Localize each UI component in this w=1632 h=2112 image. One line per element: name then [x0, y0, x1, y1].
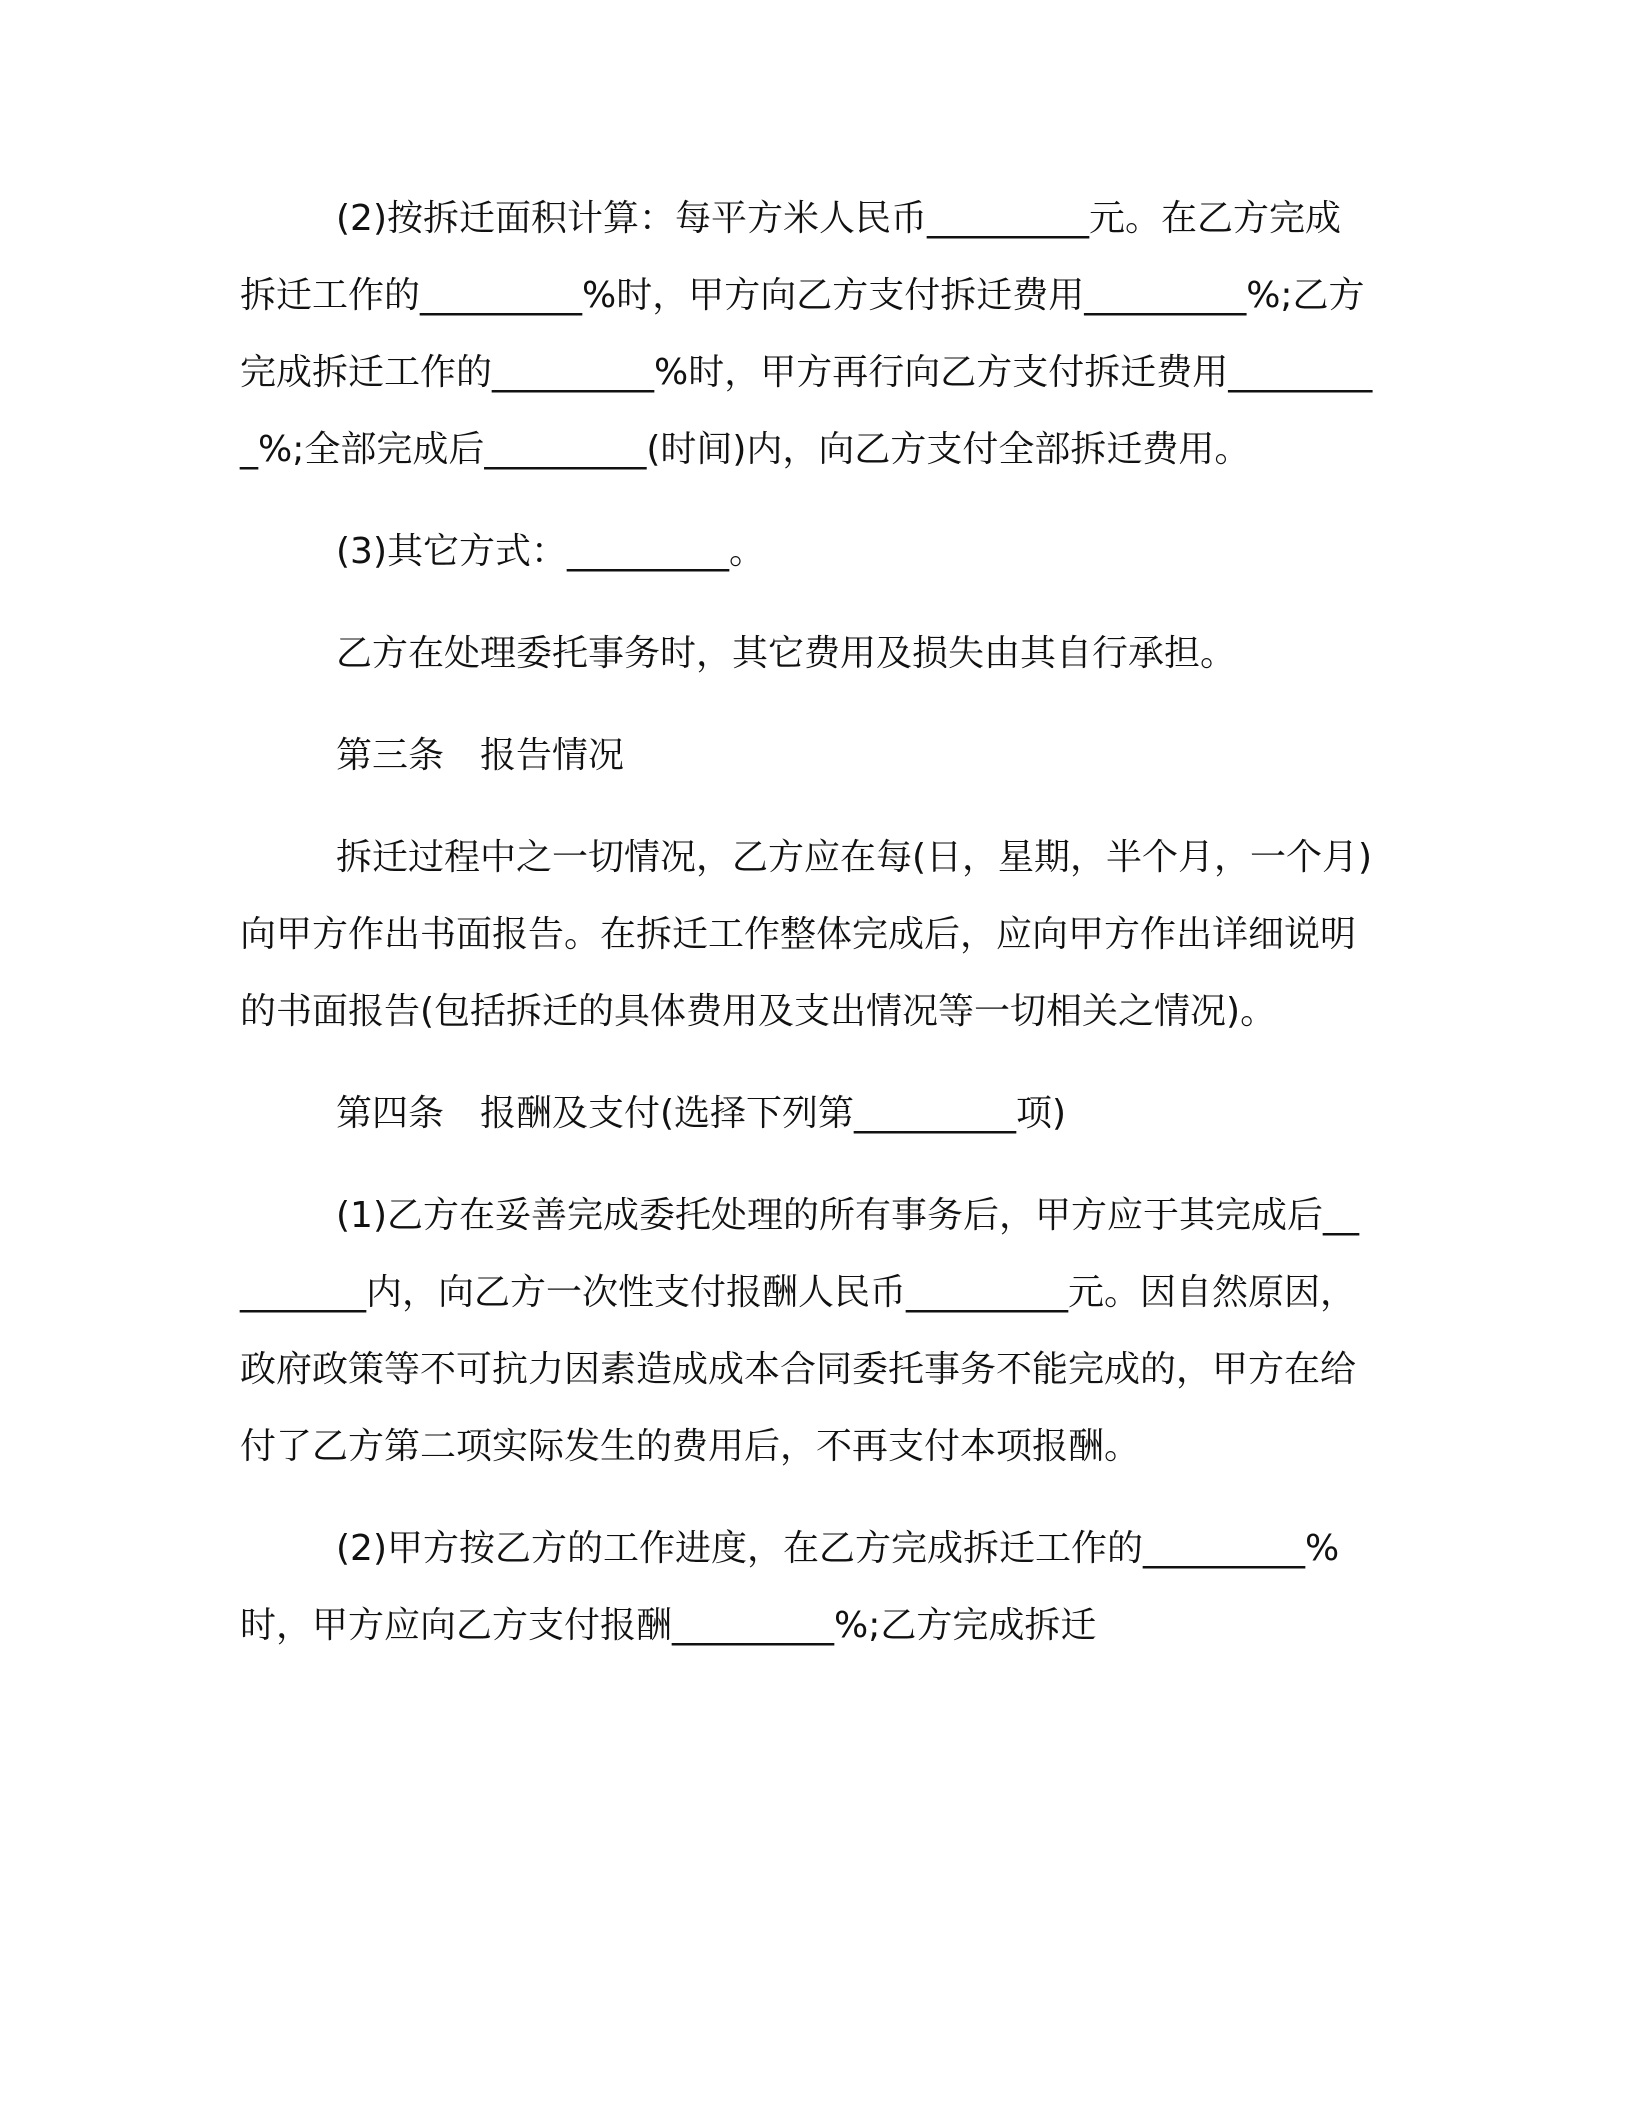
paragraph-reporting: 拆迁过程中之一切情况，乙方应在每(日，星期，半个月，一个月)向甲方作出书面报告。在拆迁工作整体完成后，应向甲方作出详细说明的书面报告(包括拆迁的具体费用及支出情况等一切相关之情况)。: [240, 837, 1373, 1032]
paragraph-other-costs: 乙方在处理委托事务时，其它费用及损失由其自行承担。: [336, 633, 1237, 674]
paragraph-other-methods: (3)其它方式：_________。: [336, 531, 765, 572]
paragraph-lump-sum-remuneration: (1)乙方在妥善完成委托处理的所有事务后，甲方应于其完成后_________内，向乙方一次性支付报酬人民币_________元。因自然原因，政府政策等不可抗力因素造成成本合同委托事务不能完成的，甲方在给付了乙方第二项实际发生的费用后，不再支付本项报酬。: [240, 1195, 1359, 1467]
article-three-heading: 第三条 报告情况: [336, 735, 625, 776]
paragraph-demolition-area-payment: (2)按拆迁面积计算：每平方米人民币_________元。在乙方完成拆迁工作的_________%时，甲方向乙方支付拆迁费用_________%;乙方完成拆迁工作的_________%时，甲方再行向乙方支付拆迁费用_________%;全部完成后_________(时间)内，向乙方支付全部拆迁费用。: [240, 198, 1373, 470]
paragraph-progress-remuneration: (2)甲方按乙方的工作进度，在乙方完成拆迁工作的_________%时，甲方应向乙方支付报酬_________%;乙方完成拆迁: [240, 1528, 1340, 1646]
document-body: [240, 180, 1376, 1689]
article-four-heading: 第四条 报酬及支付(选择下列第_________项): [336, 1093, 1067, 1134]
